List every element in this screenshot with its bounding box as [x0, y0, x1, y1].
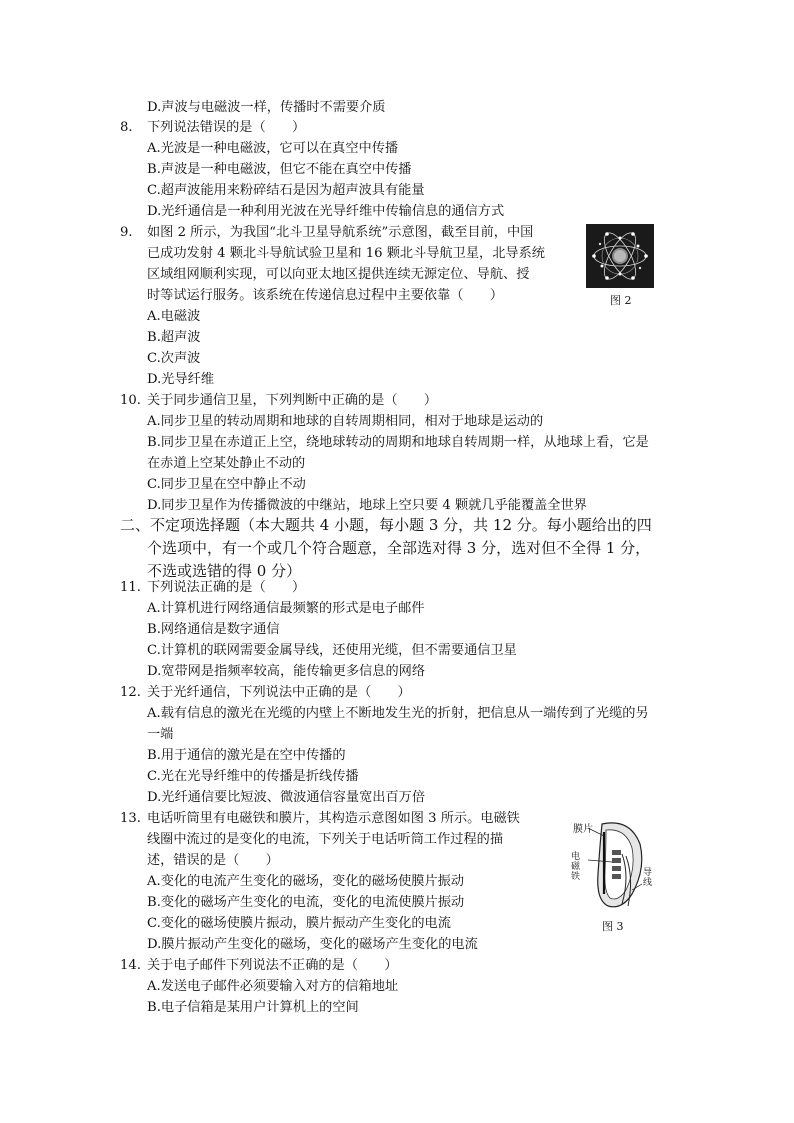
- q12-stem: 关于光纤通信，下列说法中正确的是（ ）: [147, 685, 411, 700]
- q12-option-c: C.光在光导纤维中的传播是折线传播: [147, 769, 359, 784]
- q12-number: 12.: [120, 685, 141, 700]
- q9-option-a: A.电磁波: [147, 309, 201, 324]
- q13-option-d: D.膜片振动产生变化的磁场，变化的磁场产生变化的电流: [147, 937, 478, 952]
- q9-stem-line1: 如图 2 所示，为我国“北斗卫星导航系统”示意图，截至目前，中国: [147, 225, 534, 240]
- q14-number: 14.: [120, 958, 141, 973]
- q13-stem-line2: 线圈中流过的是变化的电流，下列关于电话听筒工作过程的描: [147, 832, 504, 847]
- q11-number: 11.: [120, 580, 141, 595]
- section-2-heading-line1: 二、不定项选择题（本大题共 4 小题，每小题 3 分，共 12 分。每小题给出的四: [120, 516, 652, 534]
- section-2-heading-line2: 个选项中，有一个或几个符合题意，全部选对得 3 分，选对但不全得 1 分，: [147, 539, 651, 557]
- q13-stem-line3: 述，错误的是（ ）: [147, 853, 279, 868]
- q10-option-d: D.同步卫星作为传播微波的中继站，地球上空只要 4 颗就几乎能覆盖全世界: [147, 498, 587, 513]
- q14-option-b: B.电子信箱是某用户计算机上的空间: [147, 1000, 359, 1015]
- q9-option-c: C.次声波: [147, 351, 201, 366]
- beidou-satellite-figure: [586, 224, 654, 288]
- q8-option-c: C.超声波能用来粉碎结石是因为超声波具有能量: [147, 183, 425, 198]
- q10-option-b-line2: 在赤道上空某处静止不动的: [147, 456, 306, 471]
- q11-option-b: B.网络通信是数字通信: [147, 622, 280, 637]
- q11-option-a: A.计算机进行网络通信最频繁的形式是电子邮件: [147, 601, 425, 616]
- q12-option-d: D.光纤通信要比短波、微波通信容量宽出百万倍: [147, 790, 426, 805]
- q12-option-a-line1: A.载有信息的激光在光缆的内壁上不断地发生光的折射，把信息从一端传到了光缆的另: [147, 706, 649, 721]
- q14-stem: 关于电子邮件下列说法不正确的是（ ）: [147, 958, 398, 973]
- q11-option-d: D.宽带网是指频率较高，能传输更多信息的网络: [147, 664, 426, 679]
- q8-option-d: D.光纤通信是一种利用光波在光导纤维中传输信息的通信方式: [147, 204, 505, 219]
- q9-stem-line2: 已成功发射 4 颗北斗导航试验卫星和 16 颗北斗导航卫星，北导系统: [147, 246, 545, 261]
- q9-option-d: D.光导纤维: [147, 372, 215, 387]
- q14-option-a: A.发送电子邮件必须要输入对方的信箱地址: [147, 979, 399, 994]
- label-wire: 导线: [643, 868, 653, 888]
- figure-2-caption: 图 2: [610, 294, 632, 307]
- q7-option-d: D.声波与电磁波一样，传播时不需要介质: [147, 100, 386, 115]
- q8-stem: 下列说法错误的是（ ）: [147, 120, 306, 135]
- label-membrane: 膜片: [573, 824, 593, 835]
- q9-number: 9.: [120, 225, 133, 240]
- q13-option-a: A.变化的电流产生变化的磁场，变化的磁场使膜片振动: [147, 874, 465, 889]
- section-2-heading-line3: 不选或选错的得 0 分）: [147, 562, 302, 580]
- q9-stem-line3: 区域组网顺利实现，可以向亚太地区提供连续无源定位、导航、授: [147, 267, 530, 282]
- q10-number: 10.: [120, 393, 141, 408]
- q9-stem-line4: 时等试运行服务。该系统在传递信息过程中主要依靠（ ）: [147, 288, 504, 303]
- q10-option-a: A.同步卫星的转动周期和地球的自转周期相同，相对于地球是运动的: [147, 414, 544, 429]
- q8-option-b: B.声波是一种电磁波，但它不能在真空中传播: [147, 162, 412, 177]
- q9-option-b: B.超声波: [147, 330, 201, 345]
- q13-stem-line1: 电话听筒里有电磁铁和膜片，其构造示意图如图 3 所示。电磁铁: [147, 811, 520, 826]
- q11-option-c: C.计算机的联网需要金属导线，还使用光缆，但不需要通信卫星: [147, 643, 517, 658]
- q8-number: 8.: [120, 120, 133, 135]
- figure-3-caption: 图 3: [602, 920, 624, 933]
- q10-option-c: C.同步卫星在空中静止不动: [147, 477, 306, 492]
- q12-option-a-line2: 一端: [147, 727, 174, 742]
- q11-stem: 下列说法正确的是（ ）: [147, 580, 306, 595]
- q12-option-b: B.用于通信的激光是在空中传播的: [147, 748, 346, 763]
- q13-option-b: B.变化的磁场产生变化的电流，变化的电流使膜片振动: [147, 895, 465, 910]
- label-electromagnet: 电磁铁: [571, 852, 581, 882]
- q13-option-c: C.变化的磁场使膜片振动，膜片振动产生变化的电流: [147, 916, 451, 931]
- q8-option-a: A.光波是一种电磁波，它可以在真空中传播: [147, 141, 399, 156]
- satellite-orbit-icon: [586, 224, 654, 288]
- q10-option-b-line1: B.同步卫星在赤道正上空，绕地球转动的周期和地球自转周期一样，从地球上看，它是: [147, 435, 649, 450]
- q13-number: 13.: [120, 811, 141, 826]
- q10-stem: 关于同步通信卫星，下列判断中正确的是（ ）: [147, 393, 438, 408]
